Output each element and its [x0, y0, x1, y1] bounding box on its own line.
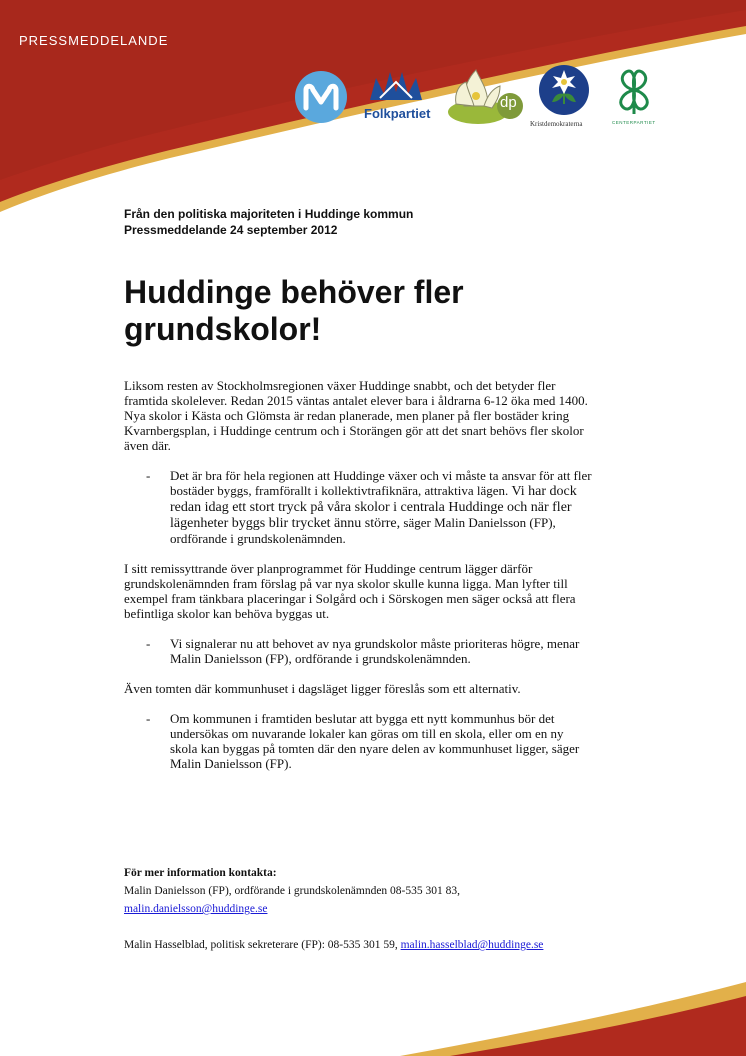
- contact-email-2[interactable]: malin.hasselblad@huddinge.se: [400, 939, 544, 951]
- quote-2-text: Vi signalerar nu att behovet av nya grundskolor måste prioriteras högre, menar Malin Danielsson (FP), ordförande i grundskolenämnden.: [170, 636, 580, 666]
- contact-section: [124, 864, 644, 954]
- kristdemokraterna-logo: Kristdemokraterna: [530, 120, 583, 128]
- quote-dash: -: [146, 636, 151, 651]
- kristdemokraterna-icon: [538, 64, 590, 116]
- contact-line-2: Malin Hasselblad, politisk sekreterare (FP): 08-535 301 59,: [124, 939, 398, 951]
- kicker-line-1: Från den politiska majoriteten i Huddinge kommun: [124, 207, 414, 221]
- centerpartiet-logo: CENTERPARTIET: [612, 120, 656, 125]
- moderaterna-logo: [294, 70, 348, 124]
- quote-3-text: Om kommunen i framtiden beslutar att bygga ett nytt kommunhus bör det undersökas om nuvarande lokaler kan göras om till en skola, eller om en ny skola kan byggas på tomten där den nyare delen av kommunhuset ligger, säger Malin Danielsson (FP).: [170, 711, 580, 771]
- party-logos: [292, 64, 672, 136]
- quote-dash: -: [146, 468, 151, 483]
- quote-1: [124, 468, 594, 546]
- centerpartiet-icon: [610, 66, 658, 116]
- quote-dash: -: [146, 711, 151, 726]
- quote-1-part-a: Det är bra för hela regionen att Huddinge växer och vi måste ta ansvar för att fler bostäder byggs, framförallt i kollektivtrafiknära, attraktiva lägen.: [170, 468, 592, 498]
- headline-line-1: Huddinge behöver fler: [124, 274, 464, 310]
- paragraph-4: Även tomten där kommunhuset i dagsläget ligger föreslås som ett alternativ.: [124, 681, 521, 696]
- quote-1-part-c: säger Malin Danielsson (FP), ordförande i grundskolenämnden.: [170, 515, 556, 546]
- contact-email-1[interactable]: malin.danielsson@huddinge.se: [124, 903, 268, 915]
- quote-1-part-b: Vi har dock redan idag ett stort tryck på våra skolor i centrala Huddinge och när fler lägenheter byggs blir trycket ännu större,: [170, 484, 577, 531]
- kicker: [124, 206, 413, 238]
- headline-line-2: grundskolor!: [124, 311, 322, 347]
- paragraph-2: Nya skolor i Kästa och Glömsta är redan planerade, men planer på fler bostäder kring Kvarnbergsplan, i Huddinge centrum och i Storängen gör att det snart behövs fler skolor även där.: [124, 408, 584, 453]
- article-body: [124, 378, 594, 771]
- paragraph-1: Liksom resten av Stockholmsregionen växer Huddinge snabbt, och det betyder fler framtida skolelever. Redan 2015 väntas antalet elever bara i åldrarna 6-12 öka med 1400.: [124, 378, 588, 408]
- paragraph-3: I sitt remissyttrande över planprogrammet för Huddinge centrum lägger därför grundskolenämnden fram förslag på var nya skolor skulle kunna ligga. Man lyfter till exempel fram tänkbara placeringar i Solgård och i Sörskogen men säger också att flera befintliga skolor kan behöva byggas ut.: [124, 561, 576, 621]
- quote-2: [124, 636, 594, 666]
- headline: [124, 274, 624, 348]
- quote-3: [124, 711, 594, 771]
- miljopartiet-logo: dp: [500, 94, 517, 111]
- folkpartiet-icon: [366, 70, 426, 108]
- press-release-label: PRESSMEDDELANDE: [19, 33, 169, 48]
- contact-line-1: Malin Danielsson (FP), ordförande i grundskolenämnden 08-535 301 83,: [124, 885, 461, 897]
- folkpartiet-logo: Folkpartiet: [364, 106, 431, 121]
- kicker-line-2: Pressmeddelande 24 september 2012: [124, 223, 338, 237]
- contact-heading: För mer information kontakta:: [124, 867, 277, 879]
